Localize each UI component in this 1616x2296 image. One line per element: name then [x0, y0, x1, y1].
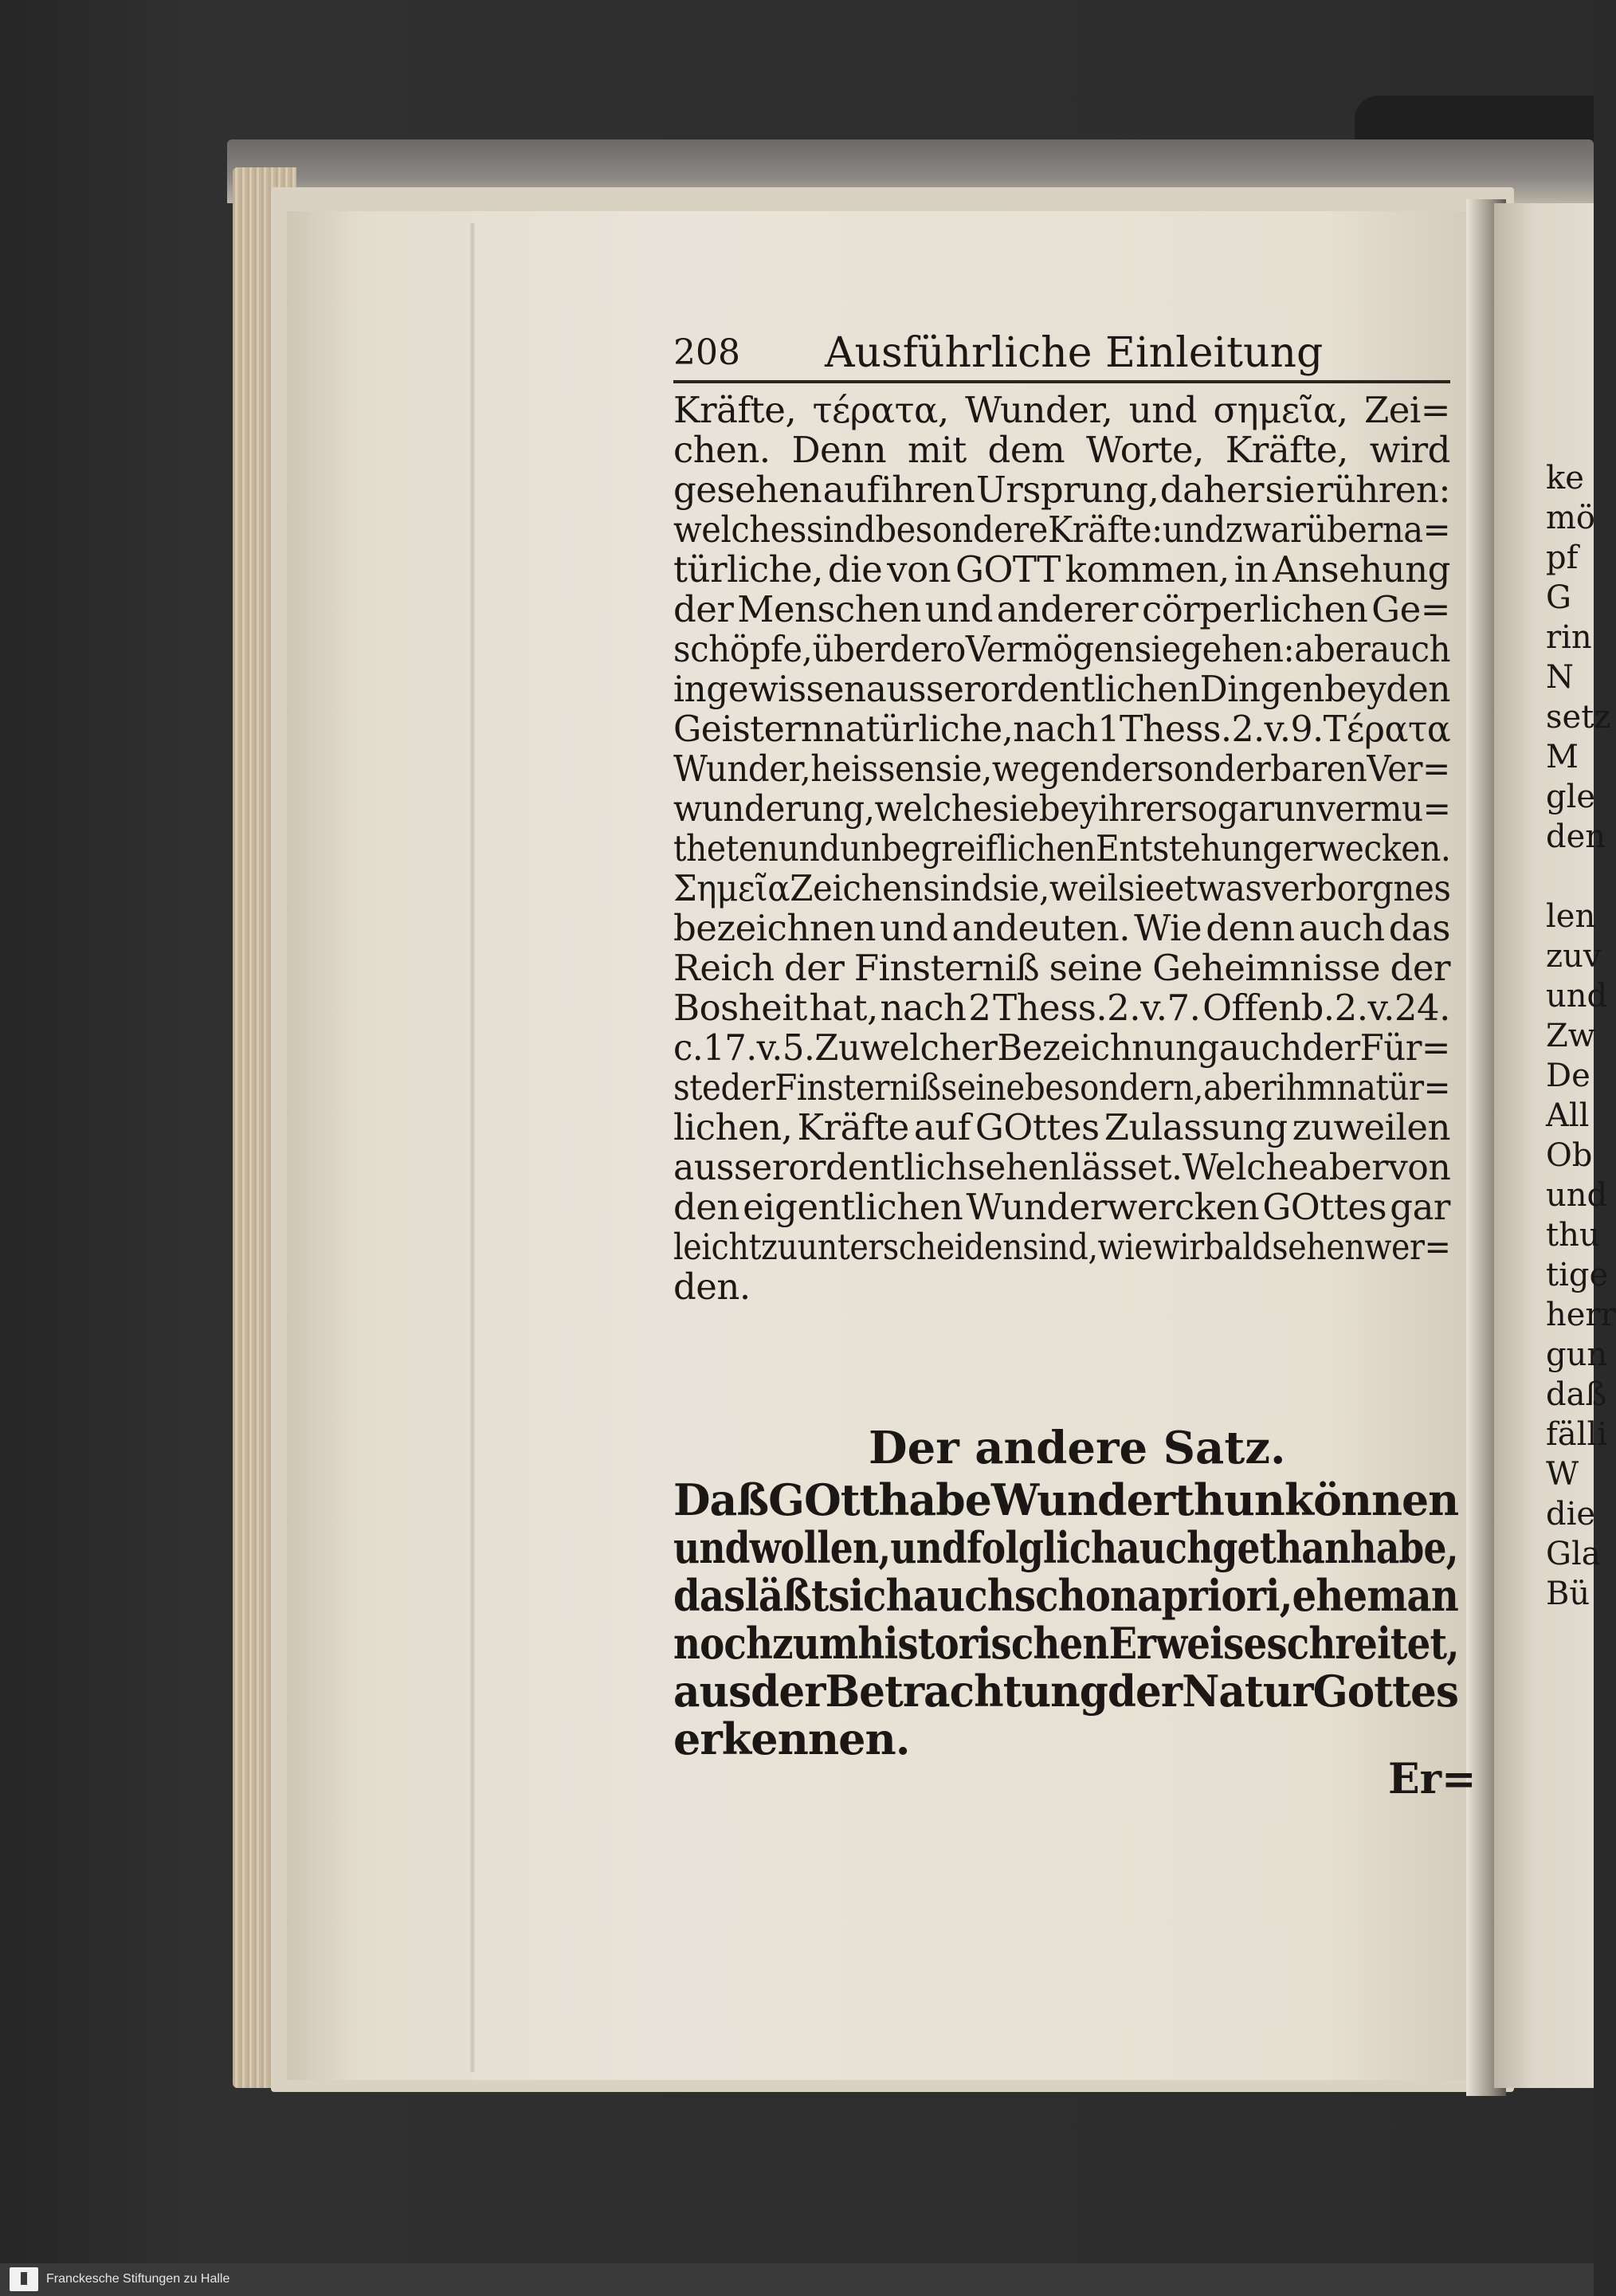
text-line: [673, 550, 1450, 590]
facing-page-line: gun: [1546, 1336, 1608, 1373]
word: Dingen: [1199, 668, 1324, 710]
facing-page-line: zuv: [1546, 938, 1602, 975]
word: denn: [1206, 907, 1295, 949]
word: Wunder: [990, 1474, 1175, 1525]
word: in: [1234, 548, 1269, 591]
word: und: [778, 827, 841, 869]
word: ihren: [881, 469, 975, 511]
word: Worte,: [1086, 429, 1204, 471]
word: unterscheiden: [797, 1226, 1023, 1268]
text-line: [673, 749, 1450, 789]
word: türliche,: [673, 548, 823, 591]
word: seine: [940, 1066, 1025, 1109]
word: Entstehung: [1095, 827, 1284, 869]
word: aber: [1308, 1146, 1388, 1188]
word: gehen:: [1181, 628, 1295, 670]
word: aber: [1294, 628, 1371, 670]
word: rühren:: [1316, 469, 1450, 511]
word: ehe: [1292, 1570, 1367, 1621]
library-label: Franckesche Stiftungen zu Halle: [46, 2272, 230, 2286]
word: welcher: [860, 1026, 998, 1069]
facing-page-line: W: [1546, 1456, 1579, 1493]
facing-page-line: Gla: [1546, 1536, 1601, 1572]
word: der: [751, 1666, 826, 1717]
word: der: [1100, 748, 1157, 790]
text-line: [673, 1619, 1458, 1667]
word: Zeichen: [790, 867, 924, 909]
word: lässet.: [1070, 1146, 1183, 1188]
word: zu: [760, 1226, 798, 1268]
facing-page-text: [1546, 458, 1616, 1614]
word: auch: [912, 1570, 1014, 1621]
facing-page-line: G: [1546, 579, 1571, 616]
library-logo-icon: [10, 2267, 38, 2291]
text-line: [673, 1524, 1457, 1572]
word: mit: [908, 429, 967, 471]
word: sie,: [935, 748, 992, 790]
word: etwas: [1164, 867, 1262, 909]
word: Für=: [1359, 1026, 1450, 1069]
word: Τέρατα: [1323, 708, 1451, 750]
word: sind,: [1022, 1226, 1098, 1268]
word: priori,: [1161, 1570, 1292, 1621]
word: ihm: [1276, 1066, 1337, 1109]
word: welches: [673, 508, 806, 551]
word: Thess.2.v.7.: [993, 987, 1201, 1029]
word: sich: [828, 1570, 913, 1621]
word: ste: [673, 1066, 721, 1109]
word: den: [673, 1186, 739, 1228]
word: ausserordentlichen: [865, 668, 1200, 710]
word: natürliche,: [822, 708, 1014, 750]
word: gethan: [1212, 1522, 1351, 1573]
word: 2: [968, 987, 991, 1029]
word: die: [827, 548, 883, 591]
word: lichen,: [673, 1106, 793, 1148]
word: theten: [673, 827, 779, 869]
word: σημεῖα,: [1213, 389, 1348, 431]
word: und: [673, 1522, 750, 1573]
word: GOttes: [975, 1106, 1100, 1148]
word: bey: [1038, 787, 1099, 830]
facing-page-line: N: [1546, 659, 1574, 696]
word: Finsterniß: [853, 947, 1040, 989]
word: wer=: [1364, 1226, 1451, 1268]
word: überna=: [1305, 508, 1451, 551]
word: Wie: [1134, 907, 1202, 949]
word: gewissen: [706, 668, 866, 710]
word: Σημεῖα: [673, 867, 790, 909]
word: noch: [673, 1618, 773, 1669]
word: sie,: [992, 867, 1049, 909]
page-header: [673, 325, 1450, 381]
word: in: [673, 668, 707, 710]
word: Bosheit: [673, 987, 807, 1029]
facing-page-line: Ob: [1546, 1137, 1593, 1174]
word: bezeichnen: [673, 907, 876, 949]
word: aus: [673, 1666, 751, 1717]
word: Kräfte:: [1048, 508, 1163, 551]
word: sind: [923, 867, 993, 909]
word: das: [1388, 907, 1450, 949]
text-line: [673, 1476, 1458, 1524]
word: Daß: [673, 1474, 769, 1525]
word: der: [1107, 1666, 1183, 1717]
facing-page-line: den: [1546, 818, 1606, 855]
word: Offenb.2.v.24.: [1202, 987, 1450, 1029]
word: und: [880, 907, 948, 949]
text-line: [673, 391, 1450, 430]
facing-page-line: De: [1546, 1058, 1591, 1094]
word: folglich: [967, 1522, 1117, 1573]
word: und: [1128, 389, 1198, 431]
word: und: [1162, 508, 1226, 551]
word: dem: [987, 429, 1065, 471]
word: der: [1301, 1026, 1360, 1069]
word: über: [812, 628, 890, 670]
word: Ansehung: [1272, 548, 1450, 591]
word: GOTT: [955, 548, 1061, 591]
header-rule: [673, 380, 1450, 383]
word: GOttes: [1262, 1186, 1387, 1228]
word: τέρατα,: [812, 389, 949, 431]
word: besondern,: [1024, 1066, 1204, 1109]
word: und: [890, 1522, 967, 1573]
word: der: [720, 1066, 775, 1109]
word: Vermögen: [965, 628, 1135, 670]
facing-page-line: [1546, 857, 1594, 897]
word: GOtt: [768, 1474, 879, 1525]
word: Erweise: [1108, 1618, 1267, 1669]
section-heading: Der andere Satz.: [869, 1422, 1286, 1474]
word: wird: [1369, 429, 1450, 471]
word: bey: [1324, 668, 1387, 710]
word: von: [887, 548, 951, 591]
facing-page-line: daß: [1546, 1376, 1607, 1413]
section-statement: [673, 1476, 1458, 1763]
word: habe,: [1350, 1522, 1458, 1573]
word: wie: [1097, 1226, 1153, 1268]
word: auch: [1218, 1026, 1302, 1069]
word: zwar: [1225, 508, 1306, 551]
word: der: [1390, 947, 1450, 989]
word: eigentlichen: [743, 1186, 963, 1228]
text-line: [673, 1028, 1450, 1068]
word: zuweilen: [1292, 1106, 1450, 1148]
word: auf: [913, 1106, 971, 1148]
facing-page-line: setz: [1546, 699, 1611, 736]
word: den: [1386, 668, 1450, 710]
word: gar: [1390, 1186, 1450, 1228]
text-line: [673, 948, 1450, 988]
word: ausserordentlich: [673, 1146, 968, 1188]
word: Natur: [1182, 1666, 1313, 1717]
facing-page-line: len: [1546, 898, 1596, 935]
word: cörperlichen: [1141, 588, 1368, 630]
word: anderer: [996, 588, 1139, 630]
word: aber: [1203, 1066, 1277, 1109]
word: Kräfte: [797, 1106, 909, 1148]
facing-page-line: pf: [1546, 540, 1579, 576]
word: auf: [822, 469, 880, 511]
word: Menschen: [737, 588, 921, 630]
word: auch: [1370, 628, 1451, 670]
word: das: [673, 1570, 745, 1621]
word: historischen: [857, 1618, 1109, 1669]
word: Finsterniß: [775, 1066, 941, 1109]
facing-page-line: All: [1546, 1097, 1590, 1134]
word: unvermu=: [1273, 787, 1451, 830]
text-line: [673, 709, 1450, 749]
word: seine: [1049, 947, 1143, 989]
word: Denn: [791, 429, 887, 471]
word: weil: [1049, 867, 1118, 909]
word: daher: [1159, 469, 1265, 511]
word: besondere: [875, 508, 1048, 551]
word: thun: [1175, 1474, 1285, 1525]
word: c.17.v.5.: [673, 1026, 815, 1069]
facing-page-line: rin: [1546, 619, 1592, 656]
word: sie: [991, 787, 1039, 830]
word: Geheimnisse: [1152, 947, 1381, 989]
word: gar: [1217, 787, 1274, 830]
word: kommen,: [1065, 548, 1230, 591]
text-line: [673, 1187, 1450, 1227]
word: habe: [878, 1474, 991, 1525]
word: Welche: [1182, 1146, 1308, 1188]
word: gesehen: [673, 469, 822, 511]
page-number: 208: [673, 332, 740, 373]
word: schreitet,: [1266, 1618, 1459, 1669]
word: Kräfte,: [673, 389, 797, 431]
facing-page-line: thu: [1546, 1217, 1600, 1254]
word: verborgnes: [1261, 867, 1451, 909]
word: sie: [1134, 628, 1182, 670]
word: wir: [1152, 1226, 1204, 1268]
word: natür=: [1336, 1066, 1450, 1109]
text-line: [673, 909, 1450, 948]
text-line: [673, 430, 1450, 470]
word: chen.: [673, 429, 771, 471]
word: bald: [1203, 1226, 1273, 1268]
text-line: [673, 590, 1450, 630]
word: sehen: [1272, 1226, 1365, 1268]
word: 1: [1097, 708, 1120, 750]
facing-page-line: ke: [1546, 460, 1584, 496]
word: auch: [1116, 1522, 1213, 1573]
text-line: den.: [673, 1266, 751, 1308]
word: von: [1387, 1146, 1451, 1188]
word: Zulassung: [1104, 1106, 1288, 1148]
text-line: [673, 1148, 1450, 1187]
word: sind: [806, 508, 876, 551]
word: man: [1367, 1570, 1458, 1621]
text-line: [673, 630, 1450, 669]
word: können: [1284, 1474, 1459, 1525]
text-line: [673, 789, 1450, 829]
word: welche: [874, 787, 992, 830]
word: Wunder,: [673, 748, 811, 790]
text-line: erkennen.: [673, 1713, 910, 1764]
text-line: [673, 470, 1450, 510]
facing-page-line: mö: [1546, 500, 1596, 536]
word: Bezeichnung: [997, 1026, 1219, 1069]
text-line: [673, 1227, 1450, 1267]
word: läßt: [744, 1570, 829, 1621]
word: der: [673, 588, 734, 630]
word: wollen,: [749, 1522, 891, 1573]
word: Wunder,: [965, 389, 1113, 431]
word: Wunderwercken: [966, 1186, 1260, 1228]
facing-page-line: Bü: [1546, 1576, 1591, 1612]
catchword: Er=: [1388, 1755, 1477, 1803]
facing-page-line: fälli: [1546, 1416, 1608, 1453]
facing-page-line: und: [1546, 1177, 1608, 1214]
word: Gottes: [1312, 1666, 1459, 1717]
word: hat,: [809, 987, 878, 1029]
word: sie: [1117, 867, 1165, 909]
word: Thess.2.v.9.: [1119, 708, 1324, 750]
facing-page-line: die: [1546, 1496, 1596, 1533]
text-line: [673, 1068, 1450, 1108]
word: dero: [889, 628, 966, 670]
word: nach: [880, 987, 967, 1029]
word: sehen: [967, 1146, 1071, 1188]
word: und: [924, 588, 993, 630]
word: Geistern: [673, 708, 823, 750]
word: so: [1180, 787, 1218, 830]
footer-bar: [0, 2263, 1594, 2296]
text-line: [673, 988, 1450, 1028]
word: Zei=: [1363, 389, 1450, 431]
facing-page-line: und: [1546, 978, 1608, 1015]
word: erwecken.: [1283, 827, 1451, 869]
running-head: Ausführliche Einleitung: [825, 329, 1324, 377]
word: Betrachtung: [825, 1666, 1108, 1717]
text-line: [673, 829, 1451, 869]
word: Ver=: [1367, 748, 1450, 790]
facing-page-line: Zw: [1546, 1018, 1596, 1054]
word: sie: [1265, 469, 1316, 511]
word: andeuten.: [951, 907, 1131, 949]
text-line: [673, 510, 1450, 550]
word: wegen: [991, 748, 1101, 790]
page-crease: [470, 223, 475, 2072]
word: Kräfte,: [1225, 429, 1348, 471]
word: schöpfe,: [673, 628, 813, 670]
word: a: [1137, 1570, 1162, 1621]
text-line: [673, 669, 1450, 709]
word: ihrer: [1098, 787, 1181, 830]
word: sonderbaren: [1156, 748, 1367, 790]
text-line: [673, 1572, 1458, 1619]
text-line: [673, 869, 1450, 909]
word: wunderung,: [673, 787, 875, 830]
word: Zu: [814, 1026, 861, 1069]
word: Ge=: [1371, 588, 1450, 630]
text-line: [673, 1108, 1450, 1148]
facing-page-line: herr: [1546, 1297, 1616, 1333]
facing-page-line: tige: [1546, 1257, 1609, 1293]
body-text: [673, 391, 1450, 1307]
word: leicht: [673, 1226, 761, 1268]
facing-page-line: M: [1546, 739, 1579, 775]
facing-page-line: gle: [1546, 779, 1596, 815]
word: heissen: [810, 748, 935, 790]
word: der: [783, 947, 845, 989]
word: unbegreiflichen: [840, 827, 1096, 869]
word: Reich: [673, 947, 775, 989]
word: auch: [1298, 907, 1385, 949]
word: Ursprung,: [975, 469, 1159, 511]
word: zum: [772, 1618, 858, 1669]
word: nach: [1013, 708, 1098, 750]
word: schon: [1014, 1570, 1138, 1621]
text-line: [673, 1667, 1458, 1715]
